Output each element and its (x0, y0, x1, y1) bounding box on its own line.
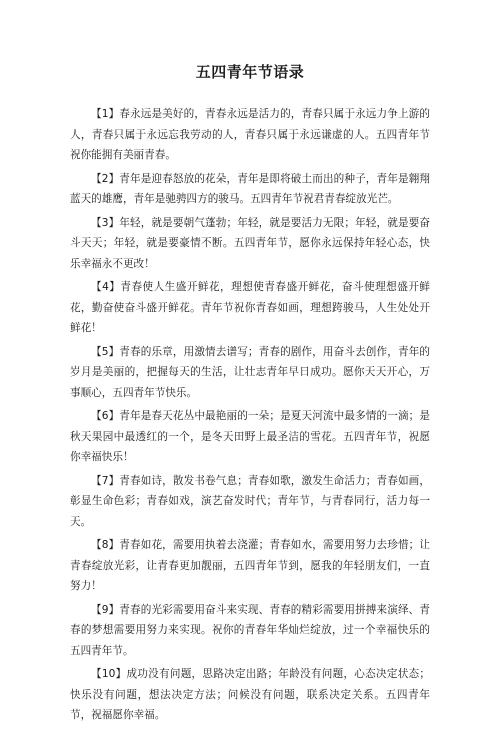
quote-paragraph-5: 【5】青春的乐章，用激情去谱写；青春的剧作，用奋斗去创作，青年的岁月是美丽的，把握每天的生活，让壮志青年早日成功。愿你天天开心，万事顺心，五四青年节快乐。 (70, 345, 430, 399)
quote-paragraph-2: 【2】青年是迎春怒放的花朵，青年是即将破土而出的种子，青年是翱翔蓝天的雄鹰，青年是驰骋四方的骏马。五四青年节祝君青春绽放光芒。 (70, 172, 430, 205)
quote-paragraph-3: 【3】年轻，就是要朝气蓬勃；年轻，就是要活力无限；年轻，就是要奋斗天天；年轻，就是要豪情不断。五四青年节，愿你永远保持年轻心态，快乐幸福永不更改！ (70, 216, 430, 270)
document-title: 五四青年节语录 (195, 63, 305, 81)
quote-paragraph-6: 【6】青年是春天花丛中最艳丽的一朵；是夏天河流中最多情的一滴；是秋天果园中最透红的一个，是冬天田野上最圣洁的雪花。五四青年节，祝愿你幸福快乐！ (70, 410, 430, 463)
quote-paragraph-4: 【4】青春使人生盛开鲜花，理想使青春盛开鲜花，奋斗使理想盛开鲜花，勤奋使奋斗盛开鲜花。青年节祝你青春如画，理想跨骏马，人生处处开鲜花！ (70, 281, 430, 334)
quote-paragraph-8: 【8】青春如花，需要用执着去浇灌；青春如水，需要用努力去珍惜；让青春绽放光彩，让青春更加靓丽，五四青年节到，愿我的年轻朋友们，一直努力！ (70, 539, 430, 592)
quote-paragraph-9: 【9】青春的光彩需要用奋斗来实现、青春的精彩需要用拼搏来演绎、青春的梦想需要用努力来实现。祝你的青春年华灿烂绽放，过一个幸福快乐的五四青年节。 (70, 603, 430, 657)
document-body (70, 104, 430, 729)
document-page (70, 0, 430, 721)
quote-paragraph-1: 【1】春永远是美好的，青春永远是活力的，青春只属于永远力争上游的人，青春只属于永远忘我劳动的人，青春只属于永远谦虚的人。五四青年节祝你能拥有美丽青春。 (70, 108, 430, 161)
quote-paragraph-10: 【10】成功没有问题，思路决定出路；年龄没有问题，心态决定状态；快乐没有问题，想法决定方法；问候没有问题，联系决定关系。五四青年节，祝福愿你幸福。 (70, 668, 430, 721)
quote-paragraph-7: 【7】青春如诗，散发书卷气息；青春如歌，激发生命活力；青春如画，彰显生命色彩；青春如戏，演艺奋发时代；青年节，与青春同行，活力每一天。 (70, 474, 430, 528)
